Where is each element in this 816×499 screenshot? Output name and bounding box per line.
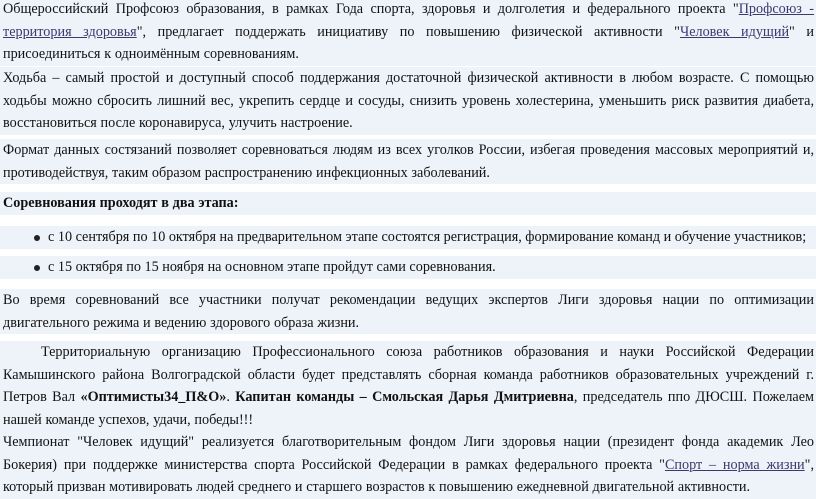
- stage-item-1: [0, 226, 816, 249]
- bullet-icon: [34, 265, 40, 271]
- intro-text-3: " и присоединиться к одноимённым соревнованиям.: [3, 23, 814, 62]
- stages-heading: Соревнования проходят в два этапа:: [3, 195, 239, 211]
- intro-paragraph: [0, 0, 816, 66]
- team-captain: Капитан команды – Смольская Дарья Дмитриевна: [235, 389, 574, 405]
- link-profsoyuz-territory[interactable]: Профсоюз - территория здоровья: [3, 1, 814, 40]
- team-text-1: Территориальную организацию Профессионального союза работников образования и науки Российской Федерации Камышинского района Волгоградской области будет представлять сборная команда работников образовательных учреждений г. Петров Вал: [3, 344, 814, 405]
- team-text-2: .: [226, 389, 236, 405]
- championship-text-2: ", который призван мотивировать людей среднего и старшего возрастов к повышению ежедневной двигательной активности.: [3, 456, 814, 495]
- team-text-3: , председатель ппо ДЮСШ. Пожелаем нашей команде успехов, удачи, победы!!!: [3, 389, 814, 428]
- intro-text-2: ", предлагает поддержать инициативу по повышению физической активности ": [136, 23, 680, 40]
- format-paragraph: Формат данных состязаний позволяет соревноваться людям из всех уголков России, избегая проведения массовых мероприятий и, противодействуя, таким образом распространению инфекционных заболеваний.: [0, 139, 816, 184]
- championship-text-1: Чемпионат "Человек идущий" реализуется благотворительным фондом Лиги здоровья нации (президент фонда академик Лео Бокерия) при поддержке министерства спорта Российской Федерации в рамках федерального проекта ": [3, 434, 814, 473]
- walking-paragraph: Ходьба – самый простой и доступный способ поддержания достаточной физической активности в любом возрасте. С помощью ходьбы можно сбросить лишний вес, укрепить сердце и сосуды, снизить уровень холестерина, уменьшить риск развития диабета, восстановиться после коронавируса, улучить настроение.: [0, 67, 816, 135]
- team-name: «Оптимисты34_П&О»: [80, 389, 227, 405]
- stage-text-1: с 10 сентября по 10 октября на предварительном этапе состоятся регистрация, формирование команд и обучение участников;: [48, 229, 807, 245]
- link-chelovek-idushchiy[interactable]: Человек идущий: [679, 23, 790, 40]
- team-paragraph: [0, 341, 816, 431]
- championship-paragraph: [0, 431, 816, 499]
- link-sport-norma-zhizni[interactable]: Спорт – норма жизни: [664, 456, 805, 473]
- intro-text-1: Общероссийский Профсоюз образования, в рамках Года спорта, здоровья и долголетия и федерального проекта ": [3, 1, 739, 17]
- bullet-icon: [34, 235, 40, 241]
- recommendations-paragraph: Во время соревнований все участники получат рекомендации ведущих экспертов Лиги здоровья нации по оптимизации двигательного режима и ведению здорового образа жизни.: [0, 289, 816, 334]
- stages-heading-paragraph: [0, 192, 816, 215]
- stage-item-2: [0, 256, 816, 279]
- stage-text-2: с 15 октября по 15 ноября на основном этапе пройдут сами соревнования.: [48, 259, 496, 275]
